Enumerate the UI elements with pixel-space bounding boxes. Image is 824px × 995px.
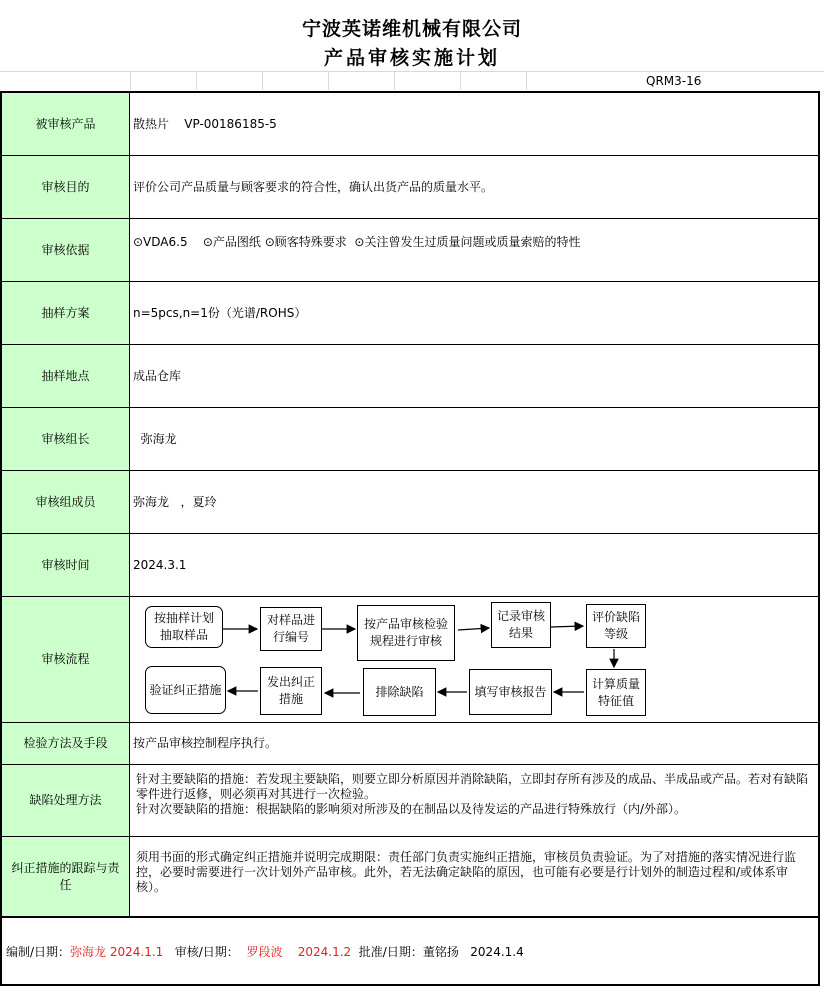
- purpose-value: 评价公司产品质量与顾客要求的符合性，确认出货产品的质量水平。: [133, 179, 494, 194]
- grid-line: [526, 72, 527, 90]
- leader-label: 审核组长: [2, 408, 130, 470]
- signature-line: [6, 943, 524, 960]
- document-number: QRM3-16: [646, 74, 702, 88]
- row-defect: [2, 765, 818, 837]
- prepared-value: 弥海龙 2024.1.1: [70, 945, 164, 959]
- product-value: 散热片 VP-00186185-5: [133, 116, 277, 131]
- row-sampling-location: [2, 345, 818, 408]
- flow-step: 记录审核结果: [491, 602, 551, 648]
- sampling-location-value: 成品仓库: [133, 368, 182, 383]
- flow-step: 计算质量特征值: [586, 669, 646, 716]
- defect-value: [130, 765, 818, 836]
- flow-step: 按抽样计划抽取样品: [145, 606, 223, 648]
- defect-major-text: 针对主要缺陷的措施：若发现主要缺陷，则要立即分析原因并消除缺陷，立即封存所有涉及的成品、半成品或产品。若对有缺陷零件进行返修，则必须再对其进行一次检验。: [136, 772, 809, 801]
- approved-value: 董铭扬 2024.1.4: [422, 945, 524, 959]
- flow-step: 对样品进行编号: [260, 607, 322, 651]
- audit-flowchart: [130, 597, 820, 722]
- members-label: 审核组成员: [2, 471, 130, 533]
- flow-step: 按产品审核检验规程进行审核: [357, 605, 455, 661]
- product-label: 被审核产品: [2, 93, 130, 155]
- grid-line: [262, 72, 263, 90]
- row-method: [2, 723, 818, 765]
- row-product: [2, 93, 818, 156]
- method-label: 检验方法及手段: [2, 723, 130, 764]
- row-leader: [2, 408, 818, 471]
- audit-plan-table: [0, 91, 820, 918]
- flow-value: [130, 597, 820, 722]
- basis-value: ⊙VDA6.5 ⊙产品图纸 ⊙顾客特殊要求 ⊙关注曾发生过质量问题或质量索赔的特性: [133, 235, 581, 249]
- row-flow: [2, 597, 818, 723]
- grid-line: [460, 72, 461, 90]
- members-value: 弥海龙 ，夏玲: [133, 494, 217, 509]
- approved-label: 批准/日期：: [358, 945, 423, 959]
- flow-arrow: [551, 626, 583, 627]
- defect-label: 缺陷处理方法: [2, 765, 130, 836]
- purpose-label: 审核目的: [2, 156, 130, 218]
- prepared-label: 编制/日期：: [6, 945, 71, 959]
- flow-label: 审核流程: [2, 597, 130, 722]
- grid-line: [0, 71, 824, 72]
- document-title: 产品审核实施计划: [323, 47, 500, 69]
- row-purpose: [2, 156, 818, 219]
- flow-step: 验证纠正措施: [145, 666, 226, 714]
- defect-minor-text: 针对次要缺陷的措施：根据缺陷的影响须对所涉及的在制品以及待发运的产品进行特殊放行（内/外部）。: [136, 802, 687, 816]
- sampling-plan-value: n=5pcs,n=1份（光谱/ROHS）: [133, 305, 307, 320]
- flow-arrow: [458, 628, 489, 630]
- flow-step: 发出纠正措施: [260, 667, 322, 715]
- row-time: [2, 534, 818, 597]
- sampling-plan-label: 抽样方案: [2, 282, 130, 344]
- basis-label: 审核依据: [2, 219, 130, 281]
- flow-step: 排除缺陷: [363, 668, 436, 716]
- reviewed-value: 罗段波 2024.1.2: [246, 945, 352, 959]
- signature-footer: [0, 916, 820, 986]
- method-value: 按产品审核控制程序执行。: [133, 736, 278, 750]
- row-followup: [2, 837, 818, 918]
- company-name: 宁波英诺维机械有限公司: [301, 18, 522, 40]
- leader-value: 弥海龙: [133, 431, 177, 446]
- time-value: 2024.3.1: [133, 557, 187, 572]
- grid-line: [130, 72, 131, 90]
- grid-line: [328, 72, 329, 90]
- flow-step: 填写审核报告: [469, 669, 552, 715]
- time-label: 审核时间: [2, 534, 130, 596]
- grid-line: [196, 72, 197, 90]
- row-basis: [2, 219, 818, 282]
- followup-text: 须用书面的形式确定纠正措施并说明完成期限：责任部门负责实施纠正措施，审核员负责验证。为了对措施的落实情况进行监控，必要时需要进行一次计划外产品审核。此外，若无法确定缺陷的原因，也可能有必要是行计划外的制造过程和/或体系审核）。: [136, 850, 797, 894]
- grid-line: [394, 72, 395, 90]
- followup-label: 纠正措施的跟踪与责任: [2, 837, 130, 916]
- sampling-location-label: 抽样地点: [2, 345, 130, 407]
- row-members: [2, 471, 818, 534]
- row-sampling-plan: [2, 282, 818, 345]
- flow-step: 评价缺陷等级: [586, 604, 646, 648]
- followup-value: [130, 837, 818, 916]
- reviewed-label: 审核/日期：: [174, 945, 239, 959]
